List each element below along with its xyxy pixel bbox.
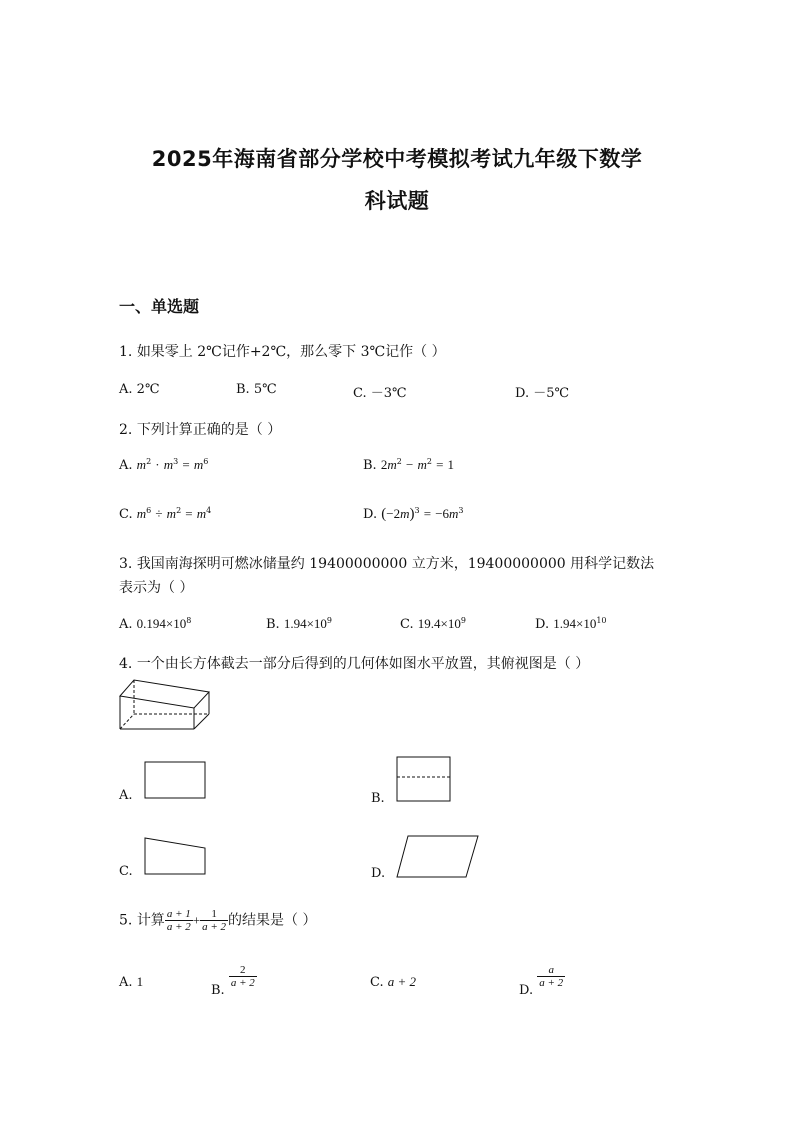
option-fraction (537, 964, 565, 989)
math-coef: −6 (435, 506, 450, 521)
fraction-2 (200, 908, 228, 933)
option-label: A. (119, 458, 133, 473)
fraction-denominator: a + 2 (166, 921, 191, 933)
math-exp: 2 (396, 457, 402, 466)
question-number: 2. (119, 422, 133, 438)
option-text: 2℃ (136, 382, 160, 397)
q4-option-b-label[interactable]: B. (371, 791, 385, 806)
math-var: m (193, 457, 204, 472)
math-var: m (449, 506, 459, 521)
q2-option-b[interactable] (363, 457, 454, 473)
option-label: A. (119, 617, 133, 632)
math-coef: 1.94 (283, 616, 307, 631)
option-text: 5℃ (253, 382, 277, 397)
math-exp: 6 (203, 457, 209, 466)
option-label: C. (353, 386, 367, 401)
option-label: B. (363, 458, 377, 473)
option-label: B. (266, 617, 280, 632)
math-op: ÷ (155, 506, 163, 521)
q2-option-c[interactable] (119, 506, 211, 522)
figure-hidden-edge (120, 714, 134, 729)
math-op: = (423, 506, 432, 521)
question-4 (119, 653, 589, 673)
fraction-numerator: 2 (229, 964, 257, 977)
math-exp: 8 (186, 616, 192, 625)
solid-figure (116, 676, 212, 734)
option-label: B. (211, 983, 225, 998)
math-base: 10 (583, 616, 597, 631)
figure-top-face (120, 680, 209, 708)
math-op: + (192, 912, 201, 928)
math-op: = (185, 506, 193, 521)
math-var: m (163, 457, 174, 472)
math-op: × (306, 616, 314, 631)
math-base: 10 (447, 616, 461, 631)
math-var: m (166, 506, 177, 521)
math-var: m (196, 506, 207, 521)
q5-option-c[interactable] (370, 974, 416, 990)
fraction-denominator: a + 2 (230, 977, 255, 989)
page-title-line2: 科试题 (364, 189, 430, 213)
option-label: C. (370, 975, 384, 990)
question-3 (119, 553, 654, 573)
question-stem: 一个由长方体截去一部分后得到的几何体如图水平放置，其俯视图是（ ） (136, 656, 590, 672)
math-op: = (182, 457, 190, 472)
option-label: C. (119, 507, 133, 522)
q1-option-a[interactable] (119, 382, 160, 397)
q4-option-b-shape[interactable] (396, 756, 452, 804)
math-op: = (436, 457, 444, 472)
q2-option-d[interactable] (363, 506, 464, 523)
question-number: 3. (119, 556, 133, 572)
math-exp: 9 (460, 616, 466, 625)
q5-option-b[interactable] (211, 964, 257, 998)
fraction-numerator: a (537, 964, 565, 977)
math-exp: 4 (206, 506, 212, 515)
option-label: D. (363, 507, 378, 522)
math-coef: 0.194 (136, 616, 166, 631)
math-paren: ( (381, 506, 387, 522)
q4-option-a-label[interactable]: A. (119, 788, 133, 803)
trapezoid-shape (145, 838, 205, 874)
option-text: 1 (136, 974, 144, 989)
q4-option-d-shape[interactable] (396, 835, 480, 879)
section-heading: 一、单选题 (119, 297, 200, 316)
math-op: × (575, 616, 584, 631)
math-exp: 3 (458, 506, 464, 515)
q1-option-b[interactable] (236, 382, 277, 397)
math-var: m (136, 457, 147, 472)
math-exp: 2 (176, 506, 182, 515)
math-var: m (417, 457, 427, 472)
option-text: －5℃ (533, 386, 570, 401)
math-var: m (387, 457, 397, 472)
rectangle-shape (145, 762, 205, 798)
q4-option-c-shape[interactable] (144, 837, 208, 877)
option-label: A. (119, 382, 133, 397)
q3-option-c[interactable] (400, 616, 466, 632)
question-number: 1. (119, 344, 133, 360)
q5-option-a[interactable] (119, 974, 143, 990)
option-fraction (229, 964, 257, 989)
math-var: m (400, 506, 410, 521)
math-base: 10 (173, 616, 187, 631)
math-op: − (405, 457, 414, 472)
question-stem-line1: 我国南海探明可燃冰储量约 19400000000 立方米，19400000000 用科学记数法 (136, 556, 655, 572)
fraction-numerator: a + 1 (166, 908, 191, 920)
option-label: A. (119, 975, 133, 990)
question-stem: 如果零上 2℃记作+2℃，那么零下 3℃记作（ ） (136, 344, 446, 360)
math-exp: 6 (146, 506, 152, 515)
question-3-line2: 表示为（ ） (119, 580, 194, 596)
q4-option-c-label[interactable]: C. (119, 864, 133, 879)
fraction-1 (165, 908, 193, 933)
question-stem-post: 的结果是（ ） (228, 912, 317, 929)
q1-option-c[interactable] (353, 382, 407, 401)
math-exp: 9 (326, 616, 333, 625)
question-5 (119, 908, 316, 933)
rectangle-shape (397, 757, 450, 801)
q1-option-d[interactable] (515, 382, 569, 401)
math-op: × (165, 616, 174, 631)
question-stem-pre: 计算 (136, 912, 165, 929)
math-coef: 19.4 (417, 616, 441, 631)
option-label: D. (535, 617, 550, 632)
question-number: 4. (119, 656, 133, 672)
q4-option-a-shape[interactable] (144, 761, 208, 801)
math-exp: 2 (146, 457, 152, 466)
math-coef: 1.94 (553, 616, 576, 631)
q3-option-a[interactable] (119, 616, 191, 632)
option-label: D. (519, 983, 534, 998)
fraction-denominator: a + 2 (539, 977, 564, 989)
fraction-denominator: a + 2 (202, 921, 227, 933)
math-exp: 2 (426, 457, 432, 466)
option-label: C. (400, 617, 414, 632)
math-result: 1 (447, 457, 455, 472)
math-coef: −2 (386, 506, 401, 521)
q5-option-d[interactable] (519, 964, 565, 998)
parallelogram-shape (397, 836, 478, 877)
question-1 (119, 341, 446, 361)
q4-option-d-label[interactable]: D. (371, 866, 386, 881)
question-stem: 下列计算正确的是（ ） (136, 422, 282, 438)
math-exp: 3 (414, 506, 420, 515)
page-title-line1: 2025年海南省部分学校中考模拟考试九年级下数学 (151, 147, 643, 171)
option-label: D. (515, 386, 530, 401)
option-text: －3℃ (370, 386, 407, 401)
math-op: · (155, 457, 160, 472)
math-var: m (136, 506, 147, 521)
math-coef: 2 (380, 457, 388, 472)
question-number: 5. (119, 912, 133, 929)
q2-option-a[interactable] (119, 457, 208, 473)
math-base: 10 (313, 616, 327, 631)
q3-option-b[interactable] (266, 616, 332, 632)
q3-option-d[interactable] (535, 616, 607, 632)
question-2 (119, 419, 281, 439)
option-text: a + 2 (387, 974, 417, 989)
math-exp: 3 (173, 457, 179, 466)
math-exp: 10 (596, 616, 607, 625)
fraction-numerator: 1 (200, 908, 228, 921)
figure-edge (194, 714, 209, 729)
math-op: × (440, 616, 448, 631)
math-paren: ) (409, 506, 415, 522)
option-label: B. (236, 382, 250, 397)
